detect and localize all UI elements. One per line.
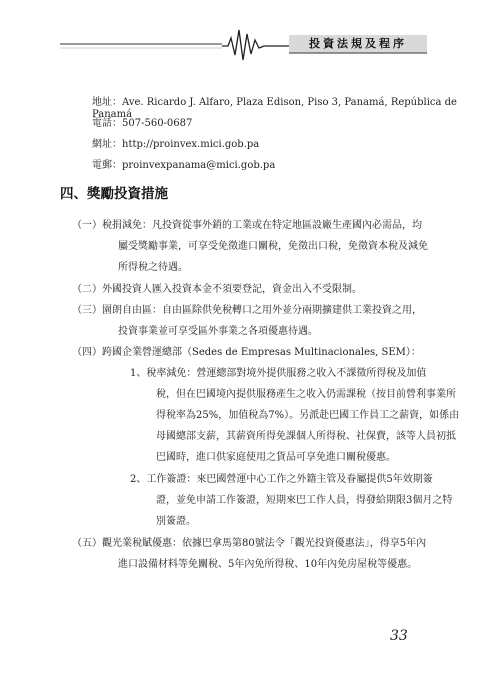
section-title: 四、獎勵投資措施 [60,186,168,202]
item-4-line: （四）跨國企業營運總部（Sedes de Empresas Multinacionales, SEM）： [72,347,421,358]
item-3-line: （三）園朗自由區：自由區除供免稅轉口之用外並分兩期擴建供工業投資之用， [72,305,422,316]
header-title: 投資法規及程序 [309,37,407,50]
item-1-line: 屬受獎勵事業，可享受免徵進口關稅，免徵出口稅，免徵資本稅及減免 [118,241,428,252]
page-header [0,0,480,70]
item-4-1-line: 母國總部支薪，其薪資所得免課個人所得稅、社保費，該等人員初抵 [156,431,456,442]
item-5-line: （五）觀光業稅賦優惠：依據巴拿馬第80號法令「觀光投資優惠法」，得享5年內 [72,538,427,549]
contact-address: 地址：Ave. Ricardo J. Alfaro, Plaza Edison, Piso 3, Panamá, República de Panamá [92,97,457,120]
page-number: 33 [390,628,408,644]
item-4-2-line: 2、工作簽證：來巴國營運中心工作之外籍主管及眷屬提供5年效期簽 [130,474,433,485]
item-1-line: 所得稅之待遇。 [118,262,188,273]
item-4-2-line: 別簽證。 [156,516,196,527]
item-5-line: 進口設備材料等免關稅、5年內免所得稅、10年內免房屋稅等優惠。 [118,559,418,570]
header-heartbeat-rule [0,0,480,70]
item-4-1-line: 得稅率為25%，加值稅為7%）。另派赴巴國工作員工之薪資，如係由 [156,410,460,421]
item-3-line: 投資事業並可享受區外事業之各項優惠待遇。 [118,326,318,337]
heartbeat-wave-icon [222,30,289,60]
item-4-1-line: 巴國時，進口供家庭使用之貨品可享免進口關稅優惠。 [156,452,396,463]
contact-website: 網址：http://proinvex.mici.gob.pa [92,139,260,150]
item-1-line: （一）稅捐減免：凡投資從事外銷的工業或在特定地區設廠生產國內必需品，均 [72,220,422,231]
item-2-line: （二）外國投資人匯入投資本金不須要登記，資金出入不受限制。 [72,284,362,295]
item-4-1-line: 稅，但在巴國境內提供服務產生之收入仍需課稅（按目前營利事業所 [156,389,456,400]
item-4-2-line: 證，並免申請工作簽證，短期來巴工作人員，得發給期限3個月之特 [156,495,453,506]
contact-email: 電郵：proinvexpanama@mici.gob.pa [92,160,276,171]
item-4-1-line: 1、稅率減免：營運總部對境外提供服務之收入不課徵所得稅及加值 [130,368,427,379]
contact-phone: 電話：507-560-0687 [92,118,193,129]
